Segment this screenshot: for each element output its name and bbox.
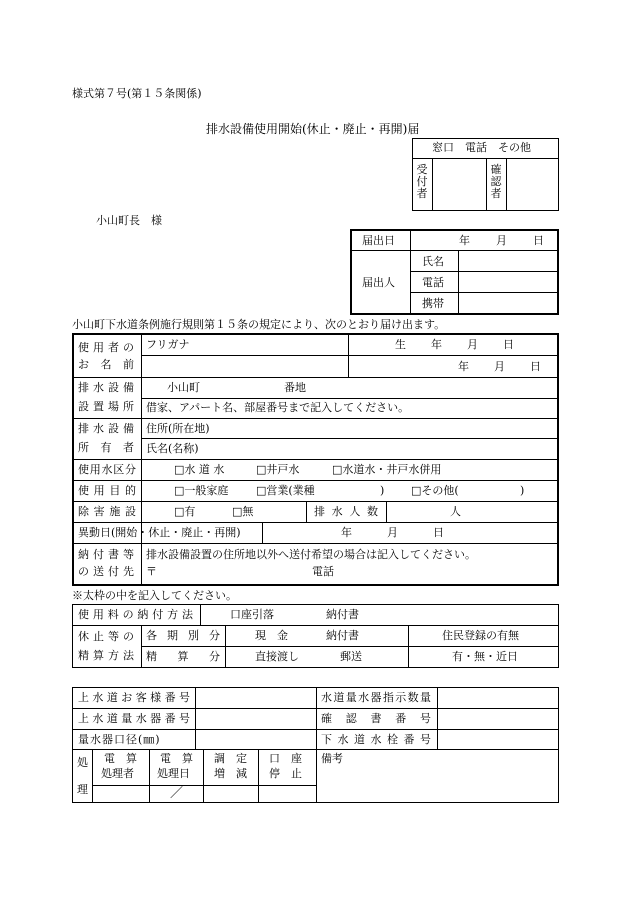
plug-number-label: 下水道水栓番号 [321, 733, 431, 746]
adjust-label-2: 増 減 [214, 767, 247, 780]
location-note: 借家、アパート名、部屋番号まで記入してください。 [146, 401, 410, 414]
location-label-2: 設置場所 [78, 400, 134, 413]
owner-name-label: 氏名(名称) [146, 442, 199, 455]
adjust-label-1: 調 定 [214, 752, 247, 765]
settle-label-2: 精算方法 [78, 649, 134, 662]
change-month: 月 [387, 526, 398, 539]
calc-date-slash: ／ [170, 786, 184, 801]
received-by-label: 受 付 者 [416, 163, 428, 200]
owner-label-1: 排水設備 [78, 422, 134, 435]
purpose-option-home[interactable]: □一般家庭 [174, 484, 229, 497]
payment-dest-phone: 電話 [312, 565, 334, 578]
phone-label: 電話 [422, 276, 444, 289]
purpose-label: 使用目的 [78, 484, 136, 497]
customer-number-label: 上水道お客様番号 [78, 691, 190, 704]
confirmed-by-label: 確 認 者 [490, 163, 502, 200]
calc-person-label-2: 処理者 [101, 767, 134, 780]
date-year: 年 [459, 234, 470, 247]
water-type-option-2[interactable]: □井戸水 [256, 463, 300, 476]
birth-year-2: 年 [458, 360, 469, 373]
meter-number-label: 上水道量水器番号 [78, 712, 190, 725]
form-reference: 様式第７号(第１５条関係) [72, 87, 202, 100]
bill-option: 納付書 [326, 629, 359, 642]
birth-day-2: 日 [530, 360, 541, 373]
birth-label: 生 [395, 338, 406, 351]
remarks-label: 備考 [321, 752, 343, 765]
banchi-label: 番地 [284, 381, 306, 394]
user-name-label-2: お 名 前 [78, 358, 134, 371]
change-date-label: 異動日(開始・休止・廃止・再開) [78, 526, 241, 539]
name-label: 氏名 [422, 255, 444, 268]
date-day: 日 [533, 234, 544, 247]
meter-instruction-label: 水道量水器指示数量 [321, 691, 431, 704]
office-box-header: 窓口 電話 その他 [432, 141, 531, 154]
settle-label-1: 休止等の [78, 630, 134, 643]
form-title: 排水設備使用開始(休止・廃止・再開)届 [206, 122, 420, 136]
process-label-2: 理 [77, 783, 88, 796]
date-month: 月 [496, 234, 507, 247]
addressee: 小山町長 様 [96, 214, 162, 227]
fee-method-direct-debit: 口座引落 [230, 608, 274, 621]
owner-address-label: 住所(所在地) [146, 422, 210, 435]
water-type-label: 使用水区分 [78, 463, 136, 476]
water-type-option-3[interactable]: □水道水・井戸水併用 [332, 463, 442, 476]
period-label: 各期別分 [146, 629, 220, 642]
furigana-label: フリガナ [146, 338, 190, 351]
account-stop-label-1: 口 座 [269, 752, 302, 765]
user-name-label-1: 使用者の [78, 341, 134, 354]
payment-dest-label-2: の送付先 [78, 565, 134, 578]
resident-label: 住民登録の有無 [442, 629, 519, 642]
settle-part-label: 精算分 [146, 650, 220, 663]
notifier-label: 届出人 [362, 276, 395, 289]
removal-no-option[interactable]: □無 [232, 505, 254, 518]
purpose-option-business[interactable]: □営業(業種 [256, 484, 315, 497]
removal-yes-option[interactable]: □有 [174, 505, 196, 518]
birth-year-1: 年 [431, 338, 442, 351]
purpose-other-close: ) [520, 484, 525, 497]
purpose-business-close: ) [380, 484, 385, 497]
cash-option: 現 金 [255, 629, 288, 642]
drain-people-label: 排水人数 [314, 505, 378, 518]
removal-facility-label: 除害施設 [78, 505, 136, 518]
town-label: 小山町 [167, 381, 200, 394]
meter-size-label: 量水器口径(㎜) [78, 733, 161, 746]
mail-option: 郵送 [340, 650, 362, 663]
change-day: 日 [433, 526, 444, 539]
water-type-option-1[interactable]: □水 道 水 [174, 463, 225, 476]
date-label: 届出日 [362, 234, 395, 247]
birth-day-1: 日 [503, 338, 514, 351]
note-text: ※太枠の中を記入してください。 [72, 589, 237, 602]
payment-dest-note: 排水設備設置の住所地以外へ送付希望の場合は記入してください。 [146, 548, 476, 561]
payment-dest-label-1: 納付書等 [78, 548, 134, 561]
direct-handover-option: 直接渡し [255, 650, 299, 663]
calc-person-label-1: 電 算 [104, 752, 137, 765]
account-stop-label-2: 停 止 [269, 767, 302, 780]
calc-date-label-2: 処理日 [157, 767, 190, 780]
fee-method-invoice: 納付書 [326, 608, 359, 621]
resident-options: 有・無・近日 [452, 650, 518, 663]
change-year: 年 [341, 526, 352, 539]
intro-text: 小山町下水道条例施行規則第１５条の規定により、次のとおり届け出ます。 [72, 318, 446, 331]
confirm-number-label: 確認書番号 [321, 712, 431, 725]
purpose-option-other[interactable]: □その他( [411, 484, 459, 497]
people-unit: 人 [450, 505, 461, 518]
birth-month-1: 月 [467, 338, 478, 351]
process-label-1: 処 [77, 756, 88, 769]
location-label-1: 排水設備 [78, 381, 134, 394]
fee-method-label: 使用料の納付方法 [78, 608, 193, 621]
owner-label-2: 所 有 者 [78, 441, 134, 454]
birth-month-2: 月 [494, 360, 505, 373]
mobile-label: 携帯 [422, 297, 444, 310]
postal-mark: 〒 [146, 565, 157, 578]
calc-date-label-1: 電 算 [160, 752, 193, 765]
